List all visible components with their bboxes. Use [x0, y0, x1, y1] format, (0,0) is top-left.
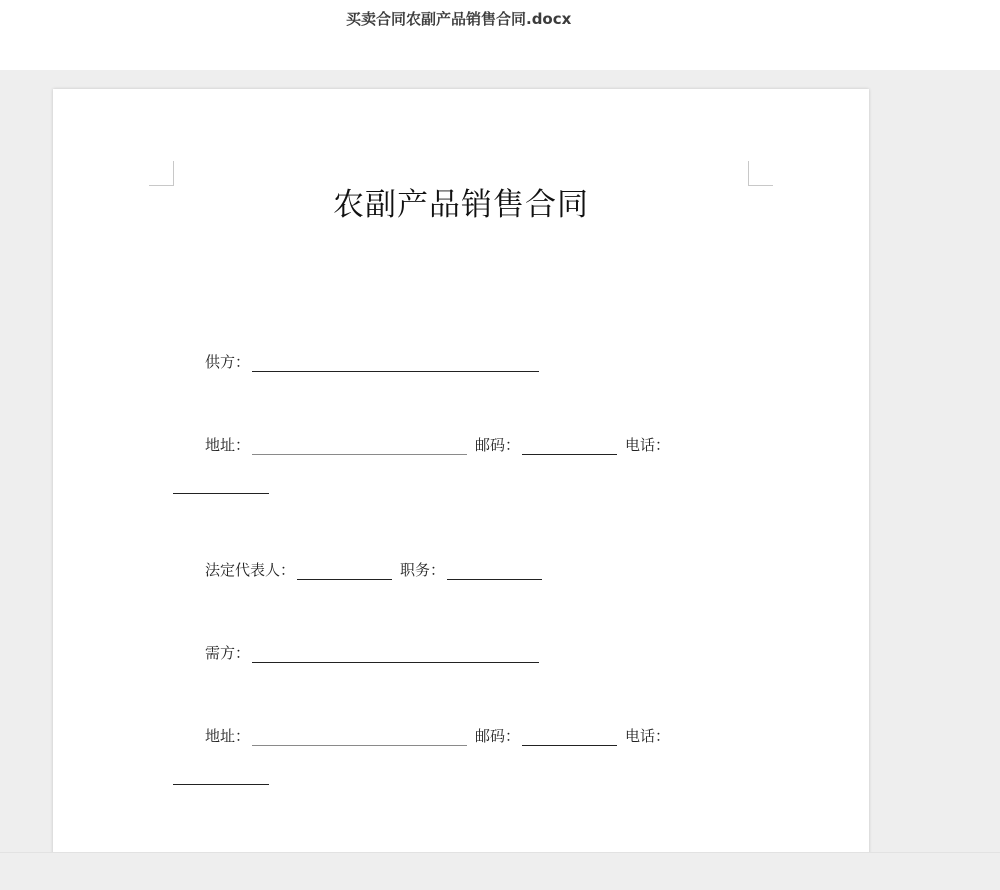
- buyer-label: 需方：: [205, 644, 251, 662]
- legal-representative-label: 法定代表人：: [205, 561, 296, 579]
- supplier-address-blank[interactable]: [252, 436, 467, 455]
- supplier-address-line: [205, 435, 670, 455]
- buyer-blank[interactable]: [252, 644, 539, 663]
- document-page[interactable]: [53, 89, 869, 852]
- buyer-phone-blank[interactable]: [173, 784, 269, 785]
- position-label: 职务：: [400, 561, 446, 579]
- buyer-address-line: [205, 726, 670, 746]
- buyer-address-blank[interactable]: [252, 727, 467, 746]
- supplier-phone-blank[interactable]: [173, 493, 269, 494]
- title-bar: [0, 0, 1000, 70]
- supplier-postcode-label: 邮码：: [475, 436, 521, 454]
- supplier-phone-label: 电话：: [625, 436, 671, 454]
- buyer-phone-label: 电话：: [625, 727, 671, 745]
- margin-corner-top-right: [748, 161, 773, 186]
- buyer-address-label: 地址：: [205, 727, 251, 745]
- supplier-postcode-blank[interactable]: [522, 436, 617, 455]
- supplier-address-label: 地址：: [205, 436, 251, 454]
- supplier-blank[interactable]: [252, 353, 539, 372]
- buyer-postcode-label: 邮码：: [475, 727, 521, 745]
- status-bar: [0, 852, 1000, 890]
- buyer-postcode-blank[interactable]: [522, 727, 617, 746]
- document-canvas[interactable]: [0, 70, 1000, 852]
- supplier-line: [205, 352, 547, 372]
- buyer-line: [205, 643, 547, 663]
- document-title: 农副产品销售合同: [333, 187, 589, 223]
- legal-representative-blank[interactable]: [297, 561, 392, 580]
- position-blank[interactable]: [447, 561, 542, 580]
- legal-representative-line: [205, 560, 550, 580]
- supplier-label: 供方：: [205, 353, 251, 371]
- margin-corner-top-left: [149, 161, 174, 186]
- file-title: 买卖合同农副产品销售合同.docx: [346, 10, 572, 28]
